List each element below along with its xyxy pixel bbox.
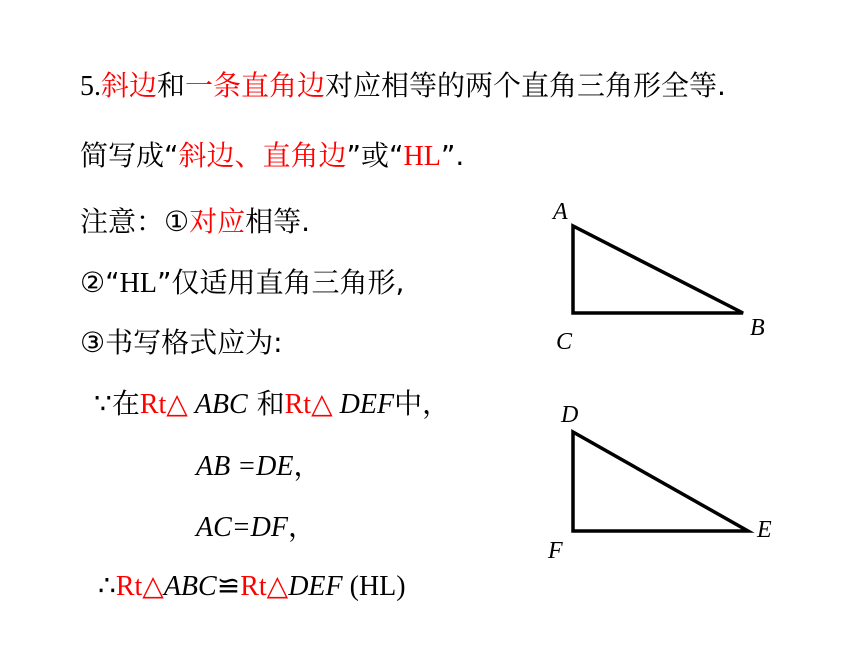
because-symbol: ∵在 [94,387,140,420]
abbr-or: ”或“ [346,139,404,172]
vertex-label-a: A [553,199,568,225]
note3-text: ③书写格式应为: [80,326,283,359]
triangle-abc-name: ABC [194,389,248,420]
triangle-def-name-2: DEF [288,571,343,602]
triangle-abc [573,226,743,313]
zhong-text: 中， [394,387,451,420]
note1-prefix: 注意：① [80,205,190,238]
and-text: 和 [157,69,186,102]
condition-ab-de: AB =DE [196,451,294,482]
note2-suffix: ”仅适用直角三角形, [156,266,405,299]
hl-reason: (HL) [342,571,406,602]
rt-def-prefix-2: Rt△ [240,571,289,602]
congruent-symbol: ≌ [216,569,241,602]
therefore-symbol: ∴ [98,569,116,602]
note1-suffix: 相等. [245,205,311,238]
triangle-def-name: DEF [339,389,395,420]
condition-ac-df: AC=DF [196,512,288,543]
condition-2-comma: ， [288,510,317,543]
vertex-label-d: D [561,402,579,428]
rt-def-prefix: Rt△ [284,389,340,420]
vertex-label-c: C [556,329,573,355]
triangle-def [573,432,748,531]
abbr-hl: HL [403,141,441,172]
hypotenuse-text: 斜边 [101,69,158,102]
note1-correspond: 对应 [189,205,246,238]
theorem-rest: 对应相等的两个直角三角形全等. [325,69,726,102]
note2-hl: HL [119,268,157,299]
note2-prefix: ②“ [80,266,120,299]
triangle-abc-name-2: ABC [163,571,217,602]
abbr-prefix: 简写成“ [80,139,179,172]
vertex-label-e: E [757,517,772,543]
vertex-label-b: B [750,315,765,341]
rt-abc-prefix: Rt△ [139,389,195,420]
rt-abc-prefix-2: Rt△ [115,571,164,602]
condition-1-comma: ， [293,449,322,482]
abbr-chinese: 斜边、直角边 [178,139,347,172]
leg-text: 一条直角边 [185,69,326,102]
vertex-label-f: F [548,538,563,564]
and-text-2: 和 [247,387,285,420]
theorem-number: 5. [80,71,101,102]
abbr-suffix: ”. [440,139,465,172]
